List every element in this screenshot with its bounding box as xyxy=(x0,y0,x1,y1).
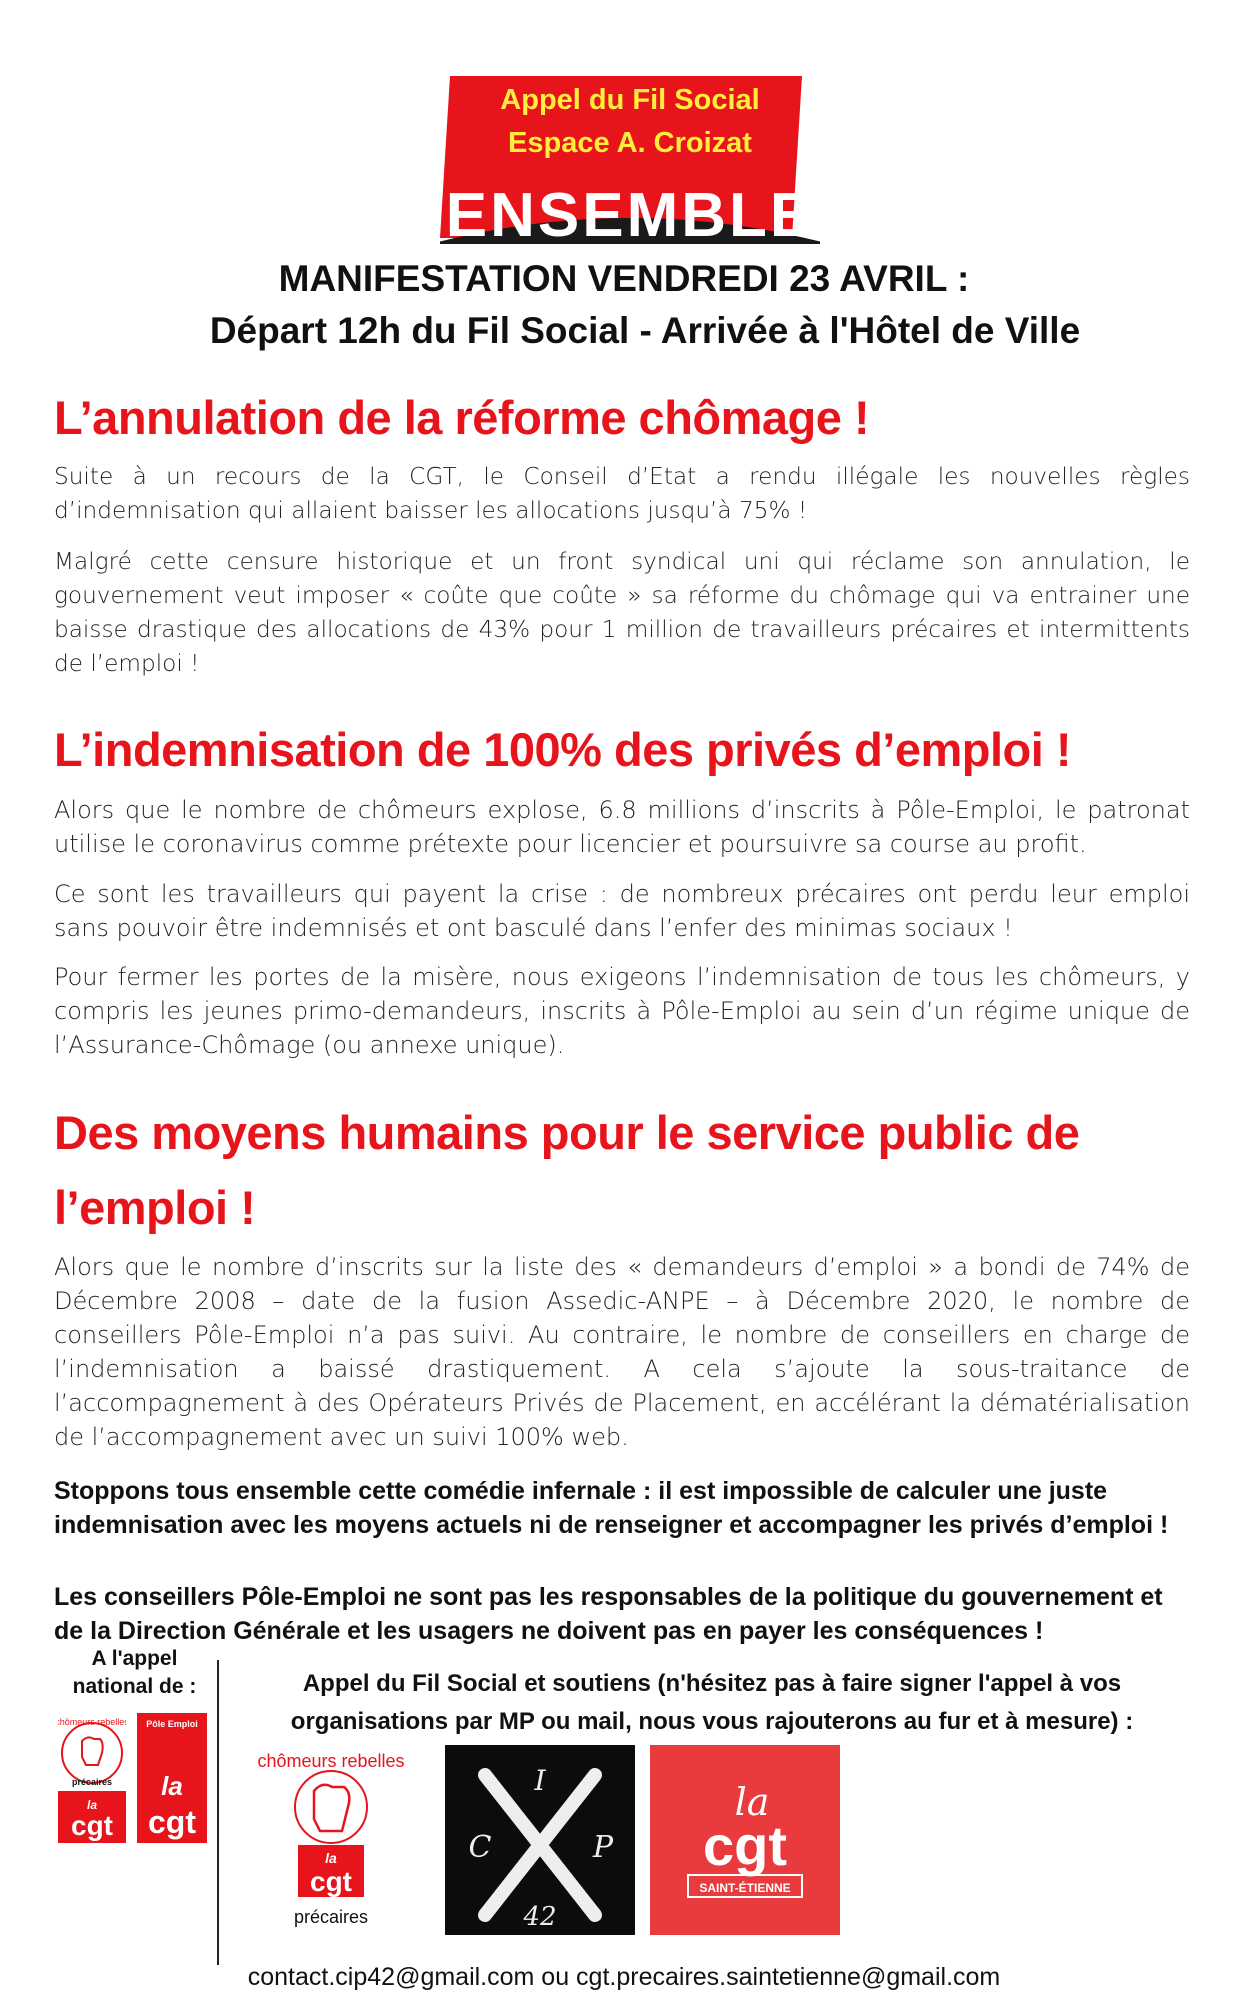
logo-cgt-saint-etienne xyxy=(650,1745,840,1935)
cip-letter-i: I xyxy=(534,1764,546,1797)
cip-letter-c: C xyxy=(468,1830,492,1865)
logo-pe-la-text: la xyxy=(161,1771,183,1801)
cgt-se-cgt-text: cgt xyxy=(703,1814,787,1877)
logo-chomeurs-rebelles-small xyxy=(58,1713,126,1843)
logo-large-rebelles-text: chômeurs rebelles xyxy=(257,1751,405,1771)
logo-pole-emploi-text: Pôle Emploi xyxy=(146,1719,198,1729)
logo-small-precaires-text: précaires xyxy=(71,1777,113,1787)
section-1-heading: L’annulation de la réforme chômage ! xyxy=(54,391,870,444)
header-banner xyxy=(440,74,820,250)
section-2-paragraph-2: Ce sont les travailleurs qui payent la crise : de nombreux précaires ont perdu leur emploi sans pouvoir être indemnisés et ont basculé dans l’enfer des minimas sociaux ! xyxy=(54,880,1190,942)
banner-ensemble: ENSEMBLE xyxy=(445,181,815,250)
appel-national-label: A l'appel national de : xyxy=(72,1647,197,1698)
logo-large-cgt-text: cgt xyxy=(310,1866,352,1897)
event-title: MANIFESTATION VENDREDI 23 AVRIL : xyxy=(278,258,970,299)
logo-pe-cgt-text: cgt xyxy=(148,1804,196,1840)
cip-number-42: 42 xyxy=(523,1902,557,1932)
logo-large-precaires-text: précaires xyxy=(293,1907,369,1927)
soutiens-text: Appel du Fil Social et soutiens (n'hésitez pas à faire signer l'appel à vos organisations par MP ou mail, nous vous rajouterons au fur et à mesure) : xyxy=(290,1670,1134,1735)
section-1-paragraph-2: Malgré cette censure historique et un front syndical uni qui réclame son annulation, le gouvernement veut imposer « coûte que coûte » sa réforme du chômage qui va entrainer une baisse drastique des allocations de 43% pour 1 million de travailleurs précaires et intermittents de l’emploi ! xyxy=(54,548,1190,677)
section-2-paragraph-3: Pour fermer les portes de la misère, nous exigeons l’indemnisation de tous les chômeurs, y compris les jeunes primo-demandeurs, inscrits à Pôle-Emploi au sein d’un régime unique de l’Assurance-Chômage (ou annexe unique). xyxy=(54,963,1190,1059)
logo-small-cgt-text: cgt xyxy=(71,1810,113,1841)
section-3-heading-line-1: Des moyens humains pour le service public de xyxy=(54,1106,1080,1159)
logo-chomeurs-rebelles-large xyxy=(236,1745,426,1935)
cgt-se-la-text: la xyxy=(734,1780,770,1824)
logo-large-la-text: la xyxy=(325,1850,337,1866)
cgt-se-city-text: SAINT-ÉTIENNE xyxy=(699,1881,791,1895)
section-3-paragraph-1: Alors que le nombre d’inscrits sur la liste des « demandeurs d’emploi » a bondi de 74% de Décembre 2008 – date de la fusion Assedic-ANPE – à Décembre 2020, le nombre de conseillers Pôle-Emploi n’a pas suivi. Au contraire, le nombre de conseillers en charge de l’indemnisation a baissé drastiquement. A cela s’ajoute la sous-traitance de l’accompagnement à des Opérateurs Privés de Placement, en accélérant la dématérialisation de l’accompagnement avec un suivi 100% web. xyxy=(54,1253,1190,1451)
section-3-heading-line-2: l’emploi ! xyxy=(54,1181,256,1234)
contact-emails: contact.cip42@gmail.com ou cgt.precaires.saintetienne@gmail.com xyxy=(247,1963,1001,1991)
callout-conseillers: Les conseillers Pôle-Emploi ne sont pas les responsables de la politique du gouvernement et de la Direction Générale et les usagers ne doivent pas en payer les conséquences ! xyxy=(54,1583,1163,1645)
logo-small-rebelles-text: chômeurs rebelles xyxy=(58,1717,126,1727)
callout-stoppons: Stoppons tous ensemble cette comédie infernale : il est impossible de calculer une juste indemnisation avec les moyens actuels ni de renseigner et accompagner les privés d’emploi ! xyxy=(54,1477,1169,1539)
logo-small-la-text: la xyxy=(86,1798,98,1812)
section-2-paragraph-1: Alors que le nombre de chômeurs explose, 6.8 millions d’inscrits à Pôle-Emploi, le patronat utilise le coronavirus comme prétexte pour licencier et poursuivre sa course au profit. xyxy=(54,796,1190,858)
banner-line-1: Appel du Fil Social xyxy=(500,84,760,116)
footer-divider xyxy=(217,1660,219,1965)
logo-pole-emploi-small xyxy=(137,1713,207,1843)
cip-letter-p: P xyxy=(592,1830,614,1865)
logo-cip42 xyxy=(445,1745,635,1935)
section-1-paragraph-1: Suite à un recours de la CGT, le Conseil d’Etat a rendu illégale les nouvelles règles d’indemnisation qui allaient baisser les allocations jusqu’à 75% ! xyxy=(54,463,1190,524)
banner-line-2: Espace A. Croizat xyxy=(508,127,752,159)
section-2-heading: L’indemnisation de 100% des privés d’emploi ! xyxy=(54,723,1072,776)
event-subtitle: Départ 12h du Fil Social - Arrivée à l'Hôtel de Ville xyxy=(209,310,1081,351)
